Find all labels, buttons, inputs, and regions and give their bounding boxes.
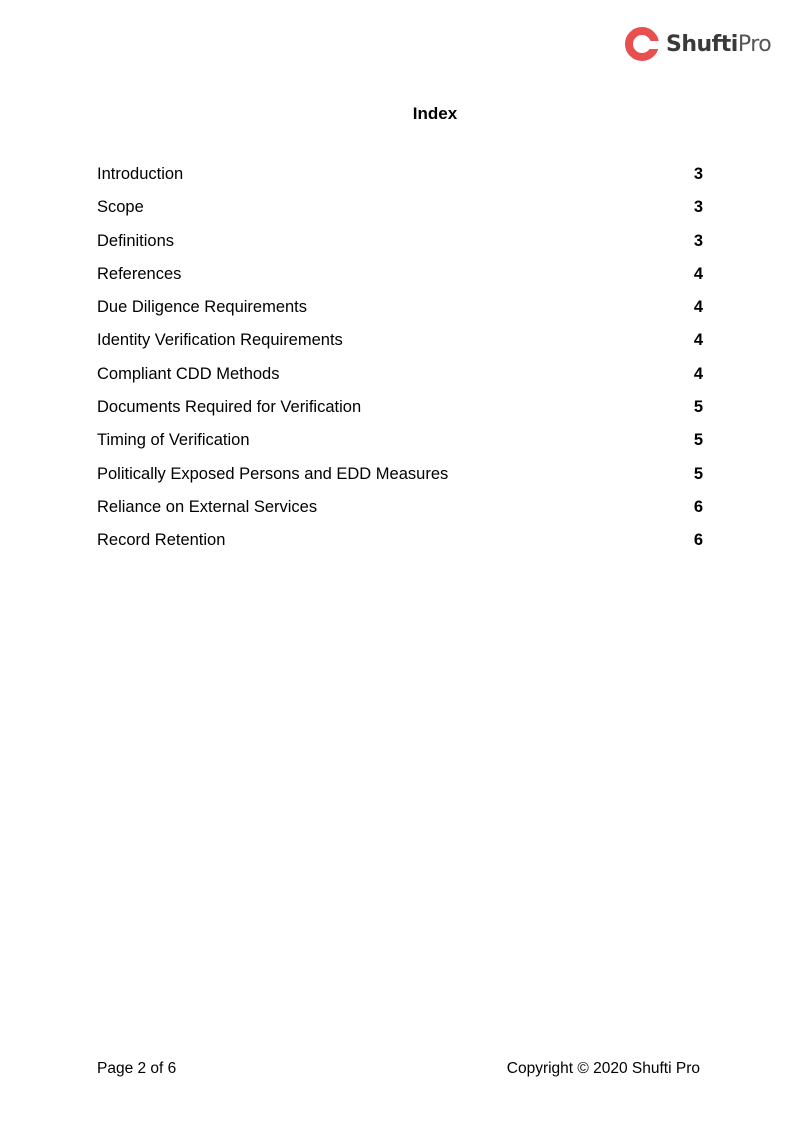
shuftipro-logo bbox=[624, 23, 772, 65]
toc-entry[interactable] bbox=[97, 196, 703, 229]
toc-entry-page: 5 bbox=[693, 398, 703, 417]
logo-text-bold: Shufti bbox=[666, 31, 738, 57]
toc-entry-page: 4 bbox=[693, 331, 703, 350]
toc-entry[interactable] bbox=[97, 396, 703, 429]
toc-entry[interactable] bbox=[97, 529, 703, 562]
toc-entry-page: 3 bbox=[693, 198, 703, 217]
toc-entry-label: Timing of Verification bbox=[97, 431, 250, 450]
toc-entry-page: 5 bbox=[693, 431, 703, 450]
shuftipro-ring-logo-icon bbox=[624, 26, 660, 62]
toc-entry-page: 4 bbox=[693, 264, 703, 283]
toc-entry[interactable] bbox=[97, 329, 703, 362]
toc-entry-page: 4 bbox=[693, 298, 703, 317]
page-title: Index bbox=[412, 104, 458, 123]
logo-text bbox=[666, 32, 771, 57]
toc-entry-page: 3 bbox=[693, 231, 703, 250]
toc-entry-label: Definitions bbox=[97, 231, 175, 250]
toc-entry-label: Scope bbox=[97, 198, 144, 217]
toc-entry-page: 4 bbox=[693, 364, 703, 383]
toc-entry[interactable] bbox=[97, 163, 703, 196]
toc-entry[interactable] bbox=[97, 496, 703, 529]
toc-entry-page: 3 bbox=[693, 165, 703, 183]
footer-copyright: Copyright © 2020 Shufti Pro bbox=[506, 1060, 700, 1077]
toc-entry[interactable] bbox=[97, 230, 703, 263]
table-of-contents bbox=[97, 163, 703, 563]
toc-entry-label: Due Diligence Requirements bbox=[97, 298, 308, 317]
toc-entry-label: Politically Exposed Persons and EDD Measures bbox=[97, 464, 449, 483]
toc-entry-label: Reliance on External Services bbox=[97, 497, 318, 516]
logo-text-light: Pro bbox=[737, 31, 772, 57]
toc-entry-page: 6 bbox=[693, 497, 703, 516]
toc-entry-label: References bbox=[97, 264, 182, 283]
toc-entry-label: Documents Required for Verification bbox=[97, 398, 362, 417]
toc-entry-page: 6 bbox=[693, 531, 703, 550]
toc-entry-label: Introduction bbox=[97, 165, 184, 183]
toc-entry[interactable] bbox=[97, 463, 703, 496]
toc-entry-label: Compliant CDD Methods bbox=[97, 364, 280, 383]
toc-entry-page: 5 bbox=[693, 464, 703, 483]
toc-entry[interactable] bbox=[97, 429, 703, 462]
footer-page-number: Page 2 of 6 bbox=[97, 1060, 177, 1077]
toc-entry[interactable] bbox=[97, 363, 703, 396]
toc-entry[interactable] bbox=[97, 296, 703, 329]
toc-entry[interactable] bbox=[97, 263, 703, 296]
toc-entry-label: Record Retention bbox=[97, 531, 226, 550]
toc-entry-label: Identity Verification Requirements bbox=[97, 331, 343, 350]
